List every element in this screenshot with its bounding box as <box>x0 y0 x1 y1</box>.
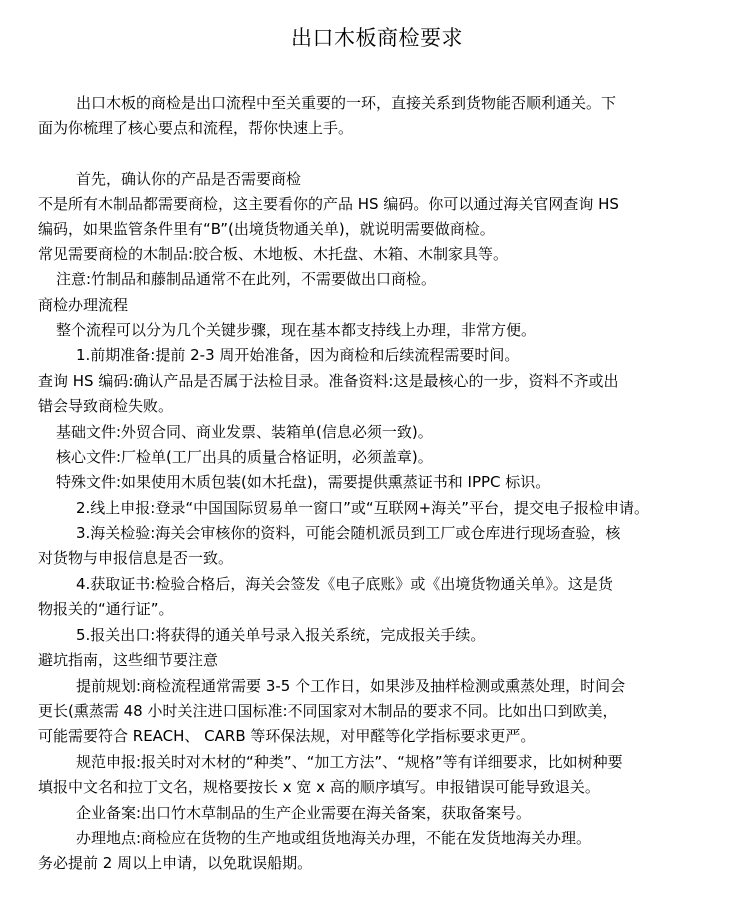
step-4-line: 4.获取证书:检验合格后，海关会签发《电子底账》或《出境货物通关单》。这是货 <box>76 575 613 593</box>
document-item-line: 核心文件:厂检单(工厂出具的质量合格证明，必须盖章)。 <box>56 448 433 466</box>
step-3-line: 3.海关检验:海关会审核你的资料，可能会随机派员到工厂或仓库进行现场查验，核 <box>76 524 621 542</box>
section-heading-process: 商检办理流程 <box>38 296 129 314</box>
step-2-line: 2.线上申报:登录“中国国际贸易单一窗口”或“互联网+海关”平台，提交电子报检申请。 <box>76 499 650 517</box>
paragraph-line: 编码，如果监管条件里有“B”(出境货物通关单)，就说明需要做商检。 <box>38 220 495 238</box>
tip-line: 提前规划:商检流程通常需要 3-5 个工作日，如果涉及抽样检测或熏蒸处理，时间会 <box>76 677 626 695</box>
note-line: 注意:竹制品和藤制品通常不在此列，不需要做出口商检。 <box>56 270 437 288</box>
paragraph-line: 查询 HS 编码:确认产品是否属于法检目录。准备资料:这是最核心的一步，资料不齐或出 <box>38 372 619 390</box>
step-1-line: 1.前期准备:提前 2-3 周开始准备，因为商检和后续流程需要时间。 <box>76 346 520 364</box>
tip-line: 规范申报:报关时对木材的“种类”、“加工方法”、“规格”等有详细要求，比如树种要 <box>76 753 623 771</box>
paragraph-line: 可能需要符合 REACH、 CARB 等环保法规，对甲醛等化学指标要求更严。 <box>38 727 536 745</box>
paragraph-line: 填报中文名和拉丁文名，规格要按长 x 宽 x 高的顺序填写。申报错误可能导致退关。 <box>38 778 600 796</box>
document-title: 出口木板商检要求 <box>291 26 463 50</box>
intro-paragraph-line-2: 面为你梳理了核心要点和流程，帮你快速上手。 <box>38 119 354 137</box>
paragraph-line: 错会导致商检失败。 <box>38 397 174 415</box>
paragraph-line: 物报关的“通行证”。 <box>38 600 174 618</box>
paragraph-line: 不是所有木制品都需要商检，这主要看你的产品 HS 编码。你可以通过海关官网查询 HS <box>38 195 619 213</box>
section-heading-tips: 避坑指南，这些细节要注意 <box>38 651 219 669</box>
paragraph-line: 务必提前 2 周以上申请，以免耽误船期。 <box>38 854 313 872</box>
paragraph-line: 对货物与申报信息是否一致。 <box>38 549 234 567</box>
tip-line: 办理地点:商检应在货物的生产地或组货地海关办理，不能在发货地海关办理。 <box>76 829 592 847</box>
paragraph-line: 整个流程可以分为几个关键步骤，现在基本都支持线上办理，非常方便。 <box>56 321 537 339</box>
paragraph-line: 更长(熏蒸需 48 小时关注进口国标准:不同国家对木制品的要求不同。比如出口到欧美， <box>38 702 618 720</box>
document-item-line: 基础文件:外贸合同、商业发票、装箱单(信息必须一致)。 <box>56 423 433 441</box>
paragraph-line: 常见需要商检的木制品:胶合板、木地板、木托盘、木箱、木制家具等。 <box>38 245 509 263</box>
document-item-line: 特殊文件:如果使用木质包装(如木托盘)，需要提供熏蒸证书和 IPPC 标识。 <box>56 473 551 491</box>
step-5-line: 5.报关出口:将获得的通关单号录入报关系统，完成报关手续。 <box>76 626 486 644</box>
intro-paragraph-line-1: 出口木板的商检是出口流程中至关重要的一环，直接关系到货物能否顺利通关。下 <box>76 94 617 112</box>
tip-line: 企业备案:出口竹木草制品的生产企业需要在海关备案，获取备案号。 <box>76 804 532 822</box>
section-heading-confirm: 首先，确认你的产品是否需要商检 <box>76 170 302 188</box>
